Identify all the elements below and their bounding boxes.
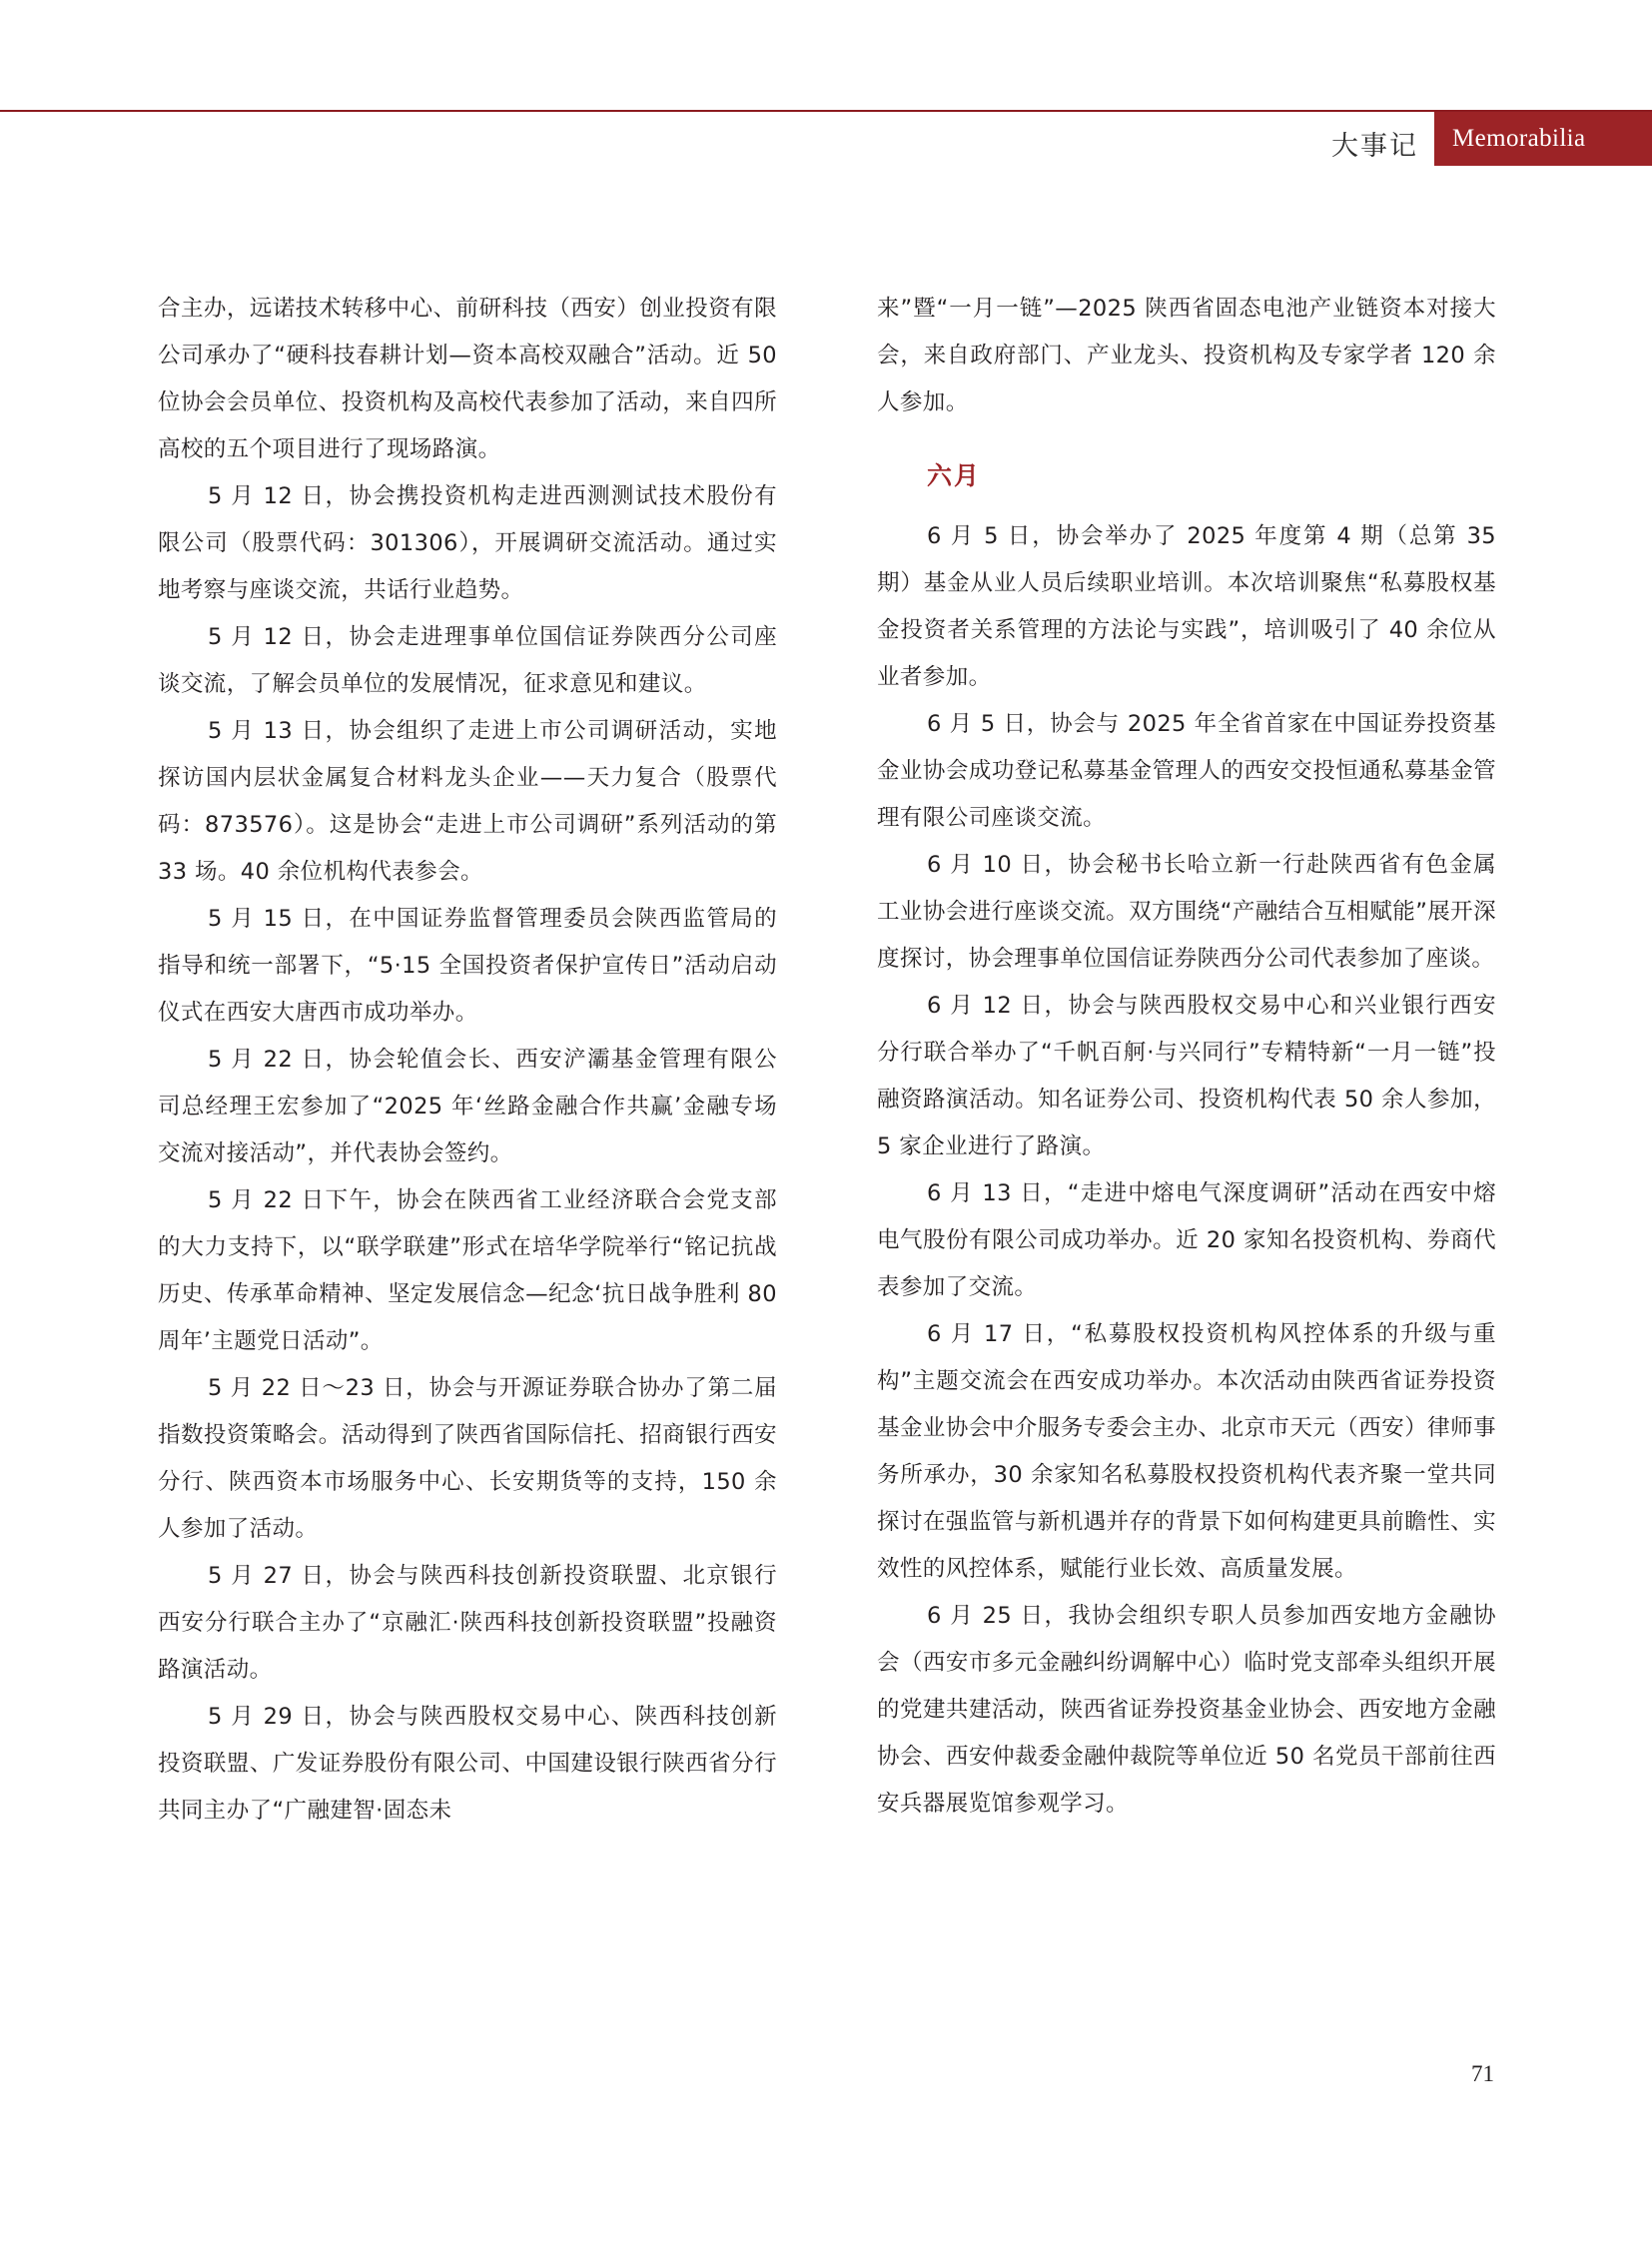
paragraph: 5 月 13 日，协会组织了走进上市公司调研活动，实地探访国内层状金属复合材料龙头企业——天力复合（股票代码：873576）。这是协会“走进上市公司调研”系列活动的第 33 场。40 余位机构代表参会。 <box>158 718 777 885</box>
paragraph: 来”暨“一月一链”—2025 陕西省固态电池产业链资本对接大会，来自政府部门、产业龙头、投资机构及专家学者 120 余人参加。 <box>877 296 1496 415</box>
paragraph: 6 月 17 日，“私募股权投资机构风控体系的升级与重构”主题交流会在西安成功举办。本次活动由陕西省证券投资基金业协会中介服务专委会主办、北京市天元（西安）律师事务所承办，30 余家知名私募股权投资机构代表齐聚一堂共同探讨在强监管与新机遇并存的背景下如何构建更具前瞻性、实效性的风控体系，赋能行业长效、高质量发展。 <box>877 1321 1496 1582</box>
paragraph: 5 月 29 日，协会与陕西股权交易中心、陕西科技创新投资联盟、广发证券股份有限公司、中国建设银行陕西省分行共同主办了“广融建智·固态未 <box>158 1704 777 1824</box>
paragraph: 合主办，远诺技术转移中心、前研科技（西安）创业投资有限公司承办了“硬科技春耕计划—资本高校双融合”活动。近 50 位协会会员单位、投资机构及高校代表参加了活动，来自四所高校的五个项目进行了现场路演。 <box>158 296 777 462</box>
paragraph: 5 月 27 日，协会与陕西科技创新投资联盟、北京银行西安分行联合主办了“京融汇·陕西科技创新投资联盟”投融资路演活动。 <box>158 1563 777 1683</box>
header-title-zh: 大事记 <box>1331 131 1418 162</box>
paragraph: 6 月 10 日，协会秘书长哈立新一行赴陕西省有色金属工业协会进行座谈交流。双方围绕“产融结合互相赋能”展开深度探讨，协会理事单位国信证券陕西分公司代表参加了座谈。 <box>877 852 1496 972</box>
paragraph: 5 月 12 日，协会走进理事单位国信证券陕西分公司座谈交流，了解会员单位的发展情况，征求意见和建议。 <box>158 624 777 697</box>
paragraph: 5 月 12 日，协会携投资机构走进西测测试技术股份有限公司（股票代码：301306），开展调研交流活动。通过实地考察与座谈交流，共话行业趋势。 <box>158 483 777 603</box>
page-number: 71 <box>1471 2061 1494 2086</box>
paragraph: 6 月 5 日，协会举办了 2025 年度第 4 期（总第 35 期）基金从业人员后续职业培训。本次培训聚焦“私募股权基金投资者关系管理的方法论与实践”，培训吸引了 40 余位从业者参加。 <box>877 523 1496 690</box>
paragraph: 6 月 5 日，协会与 2025 年全省首家在中国证券投资基金业协会成功登记私募基金管理人的西安交投恒通私募基金管理有限公司座谈交流。 <box>877 711 1496 831</box>
header-tab <box>1434 112 1652 166</box>
paragraph: 5 月 22 日，协会轮值会长、西安浐灞基金管理有限公司总经理王宏参加了“2025 年‘丝路金融合作共赢’金融专场交流对接活动”，并代表协会签约。 <box>158 1047 777 1166</box>
section-title-june: 六月 <box>927 461 982 490</box>
paragraph: 5 月 22 日～23 日，协会与开源证券联合协办了第二届指数投资策略会。活动得到了陕西省国际信托、招商银行西安分行、陕西资本市场服务中心、长安期货等的支持，150 余人参加了活动。 <box>158 1375 777 1542</box>
right-column <box>877 286 1496 1835</box>
left-column <box>158 286 777 1835</box>
header-title-en: Memorabilia <box>1452 125 1586 152</box>
paragraph: 6 月 25 日，我协会组织专职人员参加西安地方金融协会（西安市多元金融纠纷调解中心）临时党支部牵头组织开展的党建共建活动，陕西省证券投资基金业协会、西安地方金融协会、西安仲裁委金融仲裁院等单位近 50 名党员干部前往西安兵器展览馆参观学习。 <box>877 1603 1496 1817</box>
page-columns <box>158 286 1496 1835</box>
page-header <box>0 110 1652 166</box>
paragraph: 6 月 12 日，协会与陕西股权交易中心和兴业银行西安分行联合举办了“千帆百舸·与兴同行”专精特新“一月一链”投融资路演活动。知名证券公司、投资机构代表 50 余人参加，5 家企业进行了路演。 <box>877 993 1496 1159</box>
paragraph: 5 月 22 日下午，协会在陕西省工业经济联合会党支部的大力支持下，以“联学联建”形式在培华学院举行“铭记抗战历史、传承革命精神、坚定发展信念—纪念‘抗日战争胜利 80 周年’主题党日活动”。 <box>158 1187 777 1354</box>
paragraph: 6 月 13 日，“走进中熔电气深度调研”活动在西安中熔电气股份有限公司成功举办。近 20 家知名投资机构、券商代表参加了交流。 <box>877 1180 1496 1300</box>
paragraph: 5 月 15 日，在中国证券监督管理委员会陕西监管局的指导和统一部署下，“5·15 全国投资者保护宣传日”活动启动仪式在西安大唐西市成功举办。 <box>158 906 777 1026</box>
